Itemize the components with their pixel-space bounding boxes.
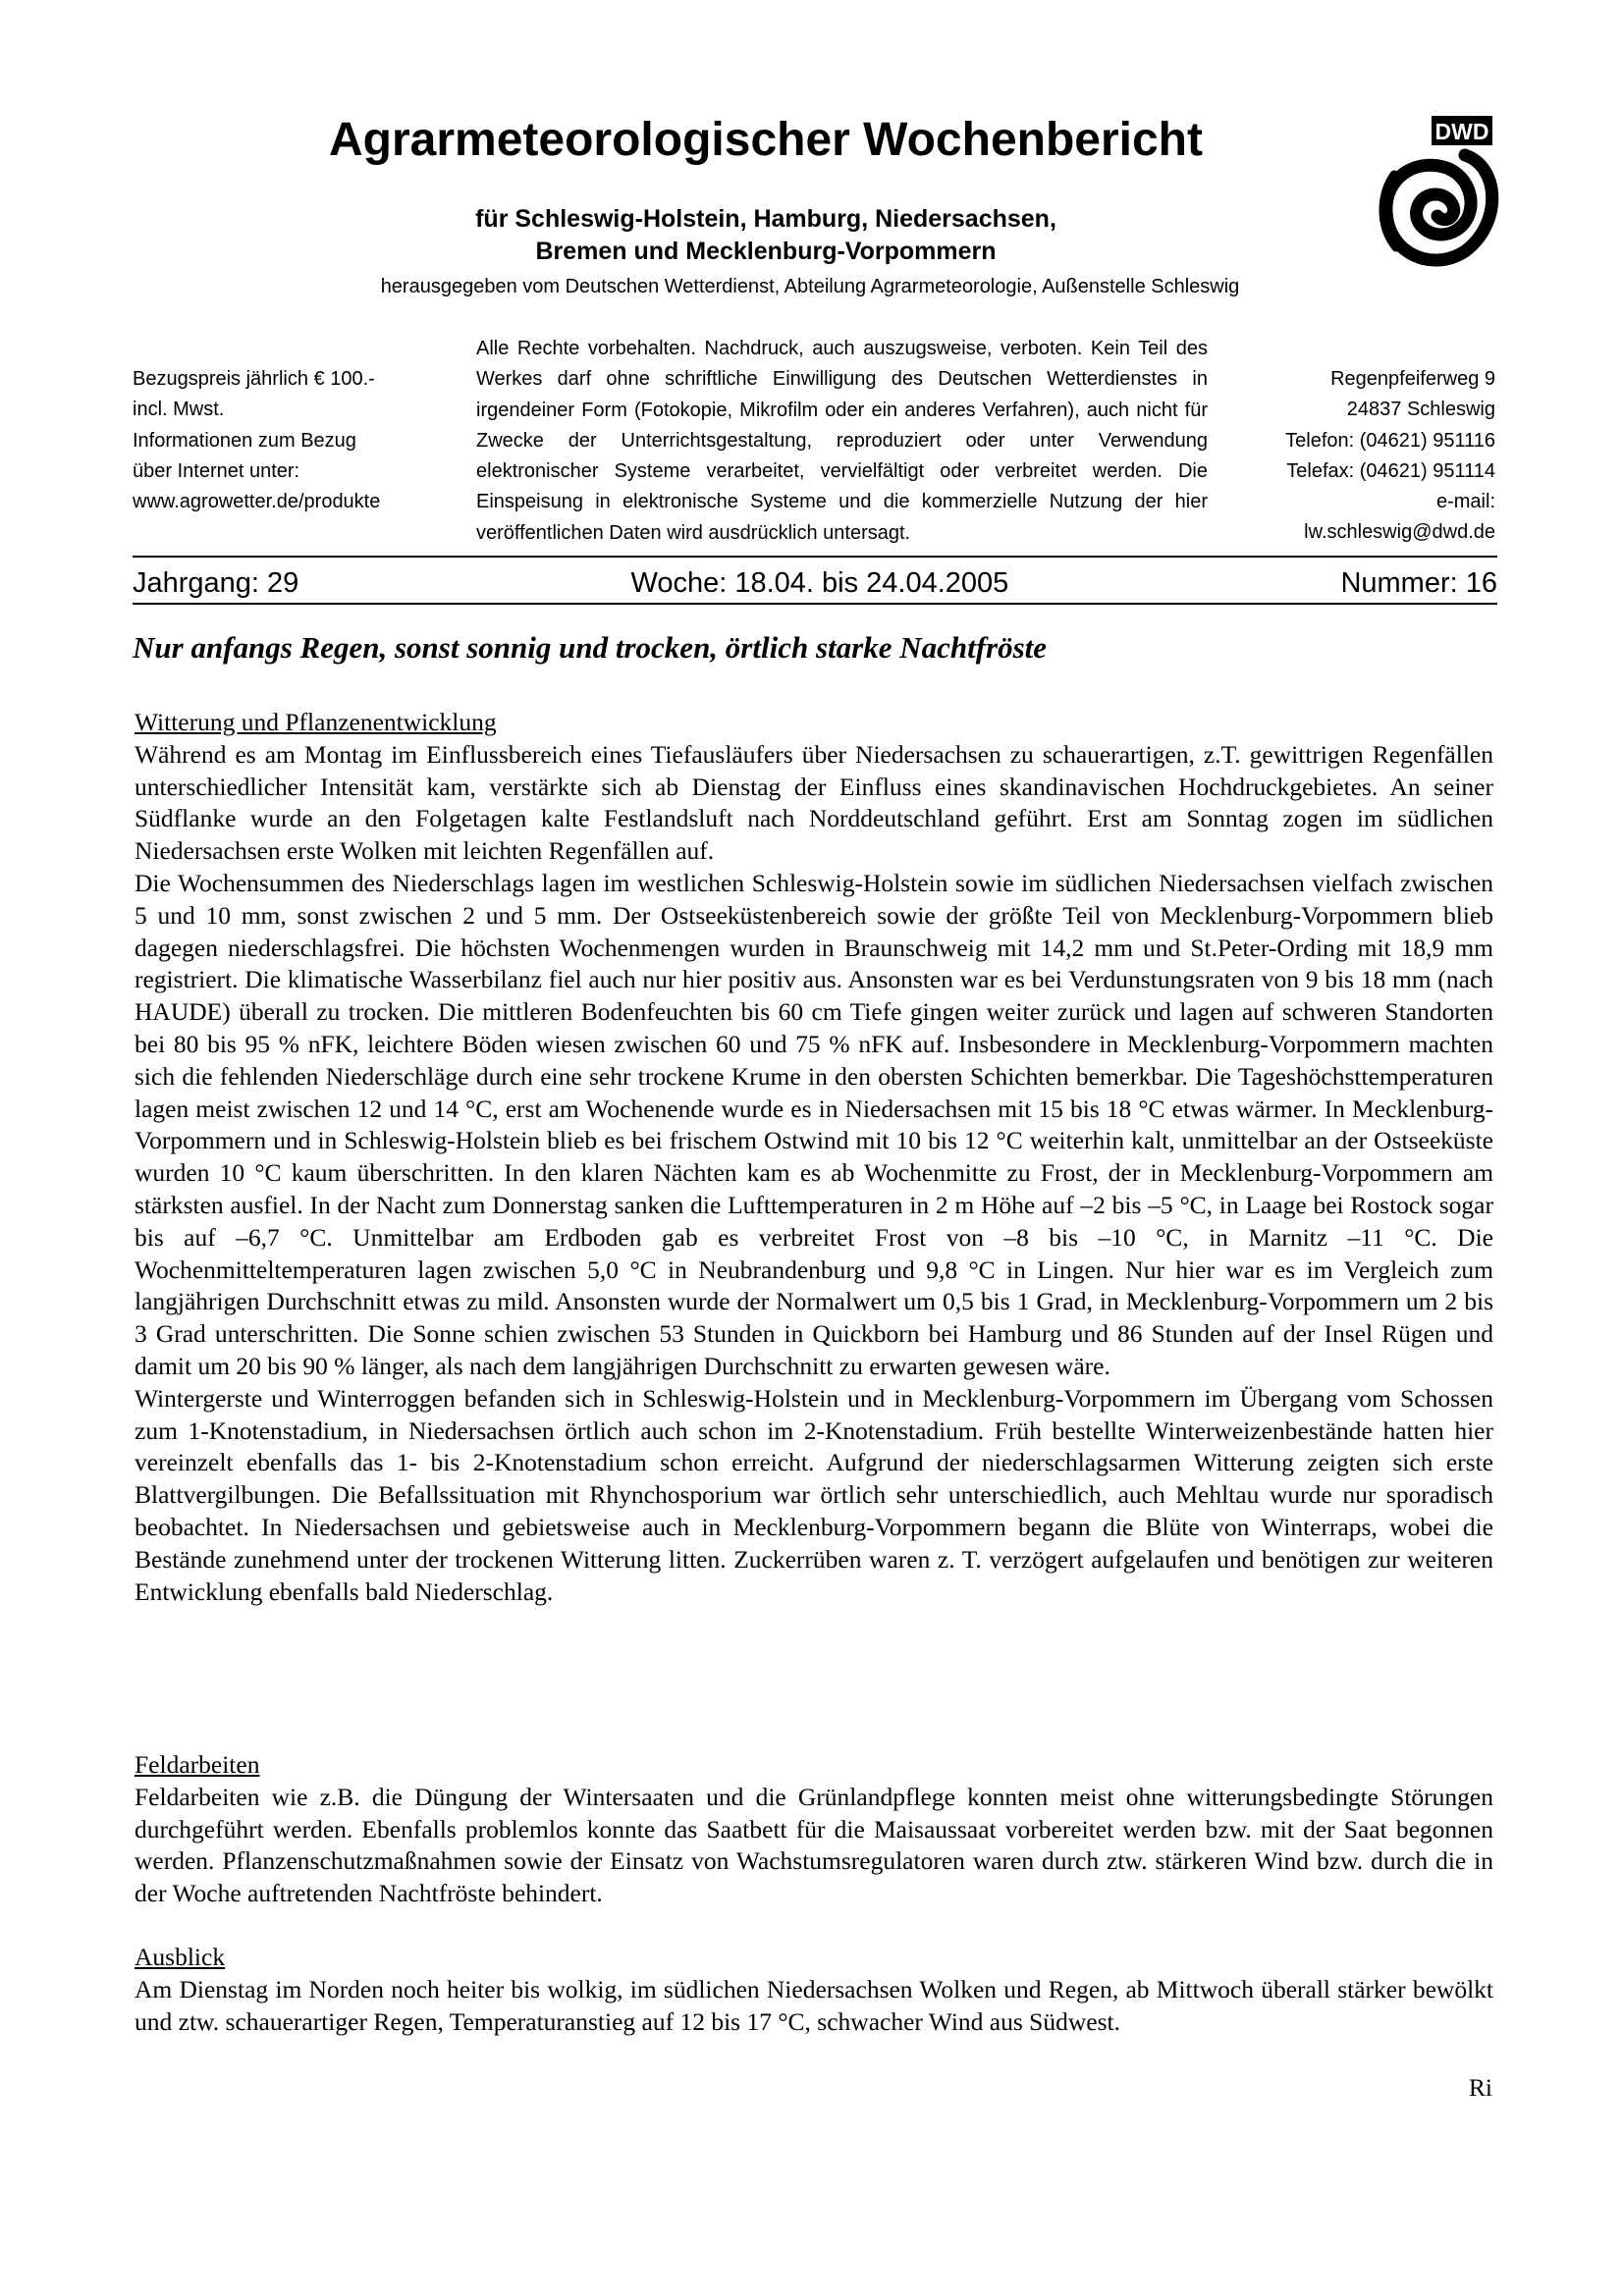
dwd-logo xyxy=(1375,116,1502,273)
divider-bottom xyxy=(133,603,1497,605)
subtitle-line-1: für Schleswig-Holstein, Hamburg, Niedersachsen, xyxy=(475,205,1056,233)
contact-email: lw.schleswig@dwd.de xyxy=(1304,521,1495,544)
section-outlook xyxy=(135,1942,1493,2038)
issue-week: Woche: 18.04. bis 24.04.2005 xyxy=(630,566,1009,599)
divider-top xyxy=(133,556,1497,558)
subscription-price: Bezugspreis jährlich € 100.- xyxy=(133,368,375,390)
contact-city: 24837 Schleswig xyxy=(1346,399,1495,421)
author-initials: Ri xyxy=(1468,2073,1492,2102)
contact-info xyxy=(1208,334,1495,549)
section-fieldwork-heading: Feldarbeiten xyxy=(135,1750,260,1779)
report-title: Agrarmeteorologischer Wochenbericht xyxy=(329,114,1203,166)
subtitle-line-2: Bremen und Mecklenburg-Vorpommern xyxy=(535,238,997,265)
section-fieldwork xyxy=(135,1749,1493,1910)
section-weather xyxy=(135,707,1493,1608)
dwd-logo-spiral xyxy=(1386,155,1492,260)
outlook-paragraph: Am Dienstag im Norden noch heiter bis wolkig, im südlichen Niedersachsen Wolken und Regen, ab Mittwoch überall stärker bewölkt und ztw. schauerartiger Regen, Temperaturanstieg auf 12 bis 17 °C, schwacher Wind aus Südwest. xyxy=(135,1974,1493,2036)
report-subtitle xyxy=(265,203,1267,268)
report-headline: Nur anfangs Regen, sonst sonnig und trocken, örtlich starke Nachtfröste xyxy=(133,630,1048,665)
section-outlook-heading: Ausblick xyxy=(135,1943,226,1971)
subscription-vat: incl. Mwst. xyxy=(133,399,225,421)
dwd-logo-text: DWD xyxy=(1434,119,1489,144)
subscription-info-label: Informationen zum Bezug xyxy=(133,429,356,452)
weather-paragraph-3: Wintergerste und Winterroggen befanden sich in Schleswig-Holstein und in Mecklenburg-Vorpommern im Übergang vom Schossen zum 1-Knotenstadium, in Niedersachsen örtlich auch schon im 2-Knotenstadium. Früh bestellte Winterweizenbestände hatten hier vereinzelt ebenfalls das 1- bis 2-Knotenstadium schon erreicht. Aufgrund der niederschlagsarmen Witterung zeigten sich erste Blattvergilbungen. Die Befallssituation mit Rhynchosporium war örtlich sehr unterschiedlich, auch Mehltau wurde nur sporadisch beobachtet. In Niedersachsen und gebietsweise auch in Mecklenburg-Vorpommern begann die Blüte von Winterraps, wobei die Bestände zunehmend unter der trockenen Witterung litten. Zuckerrüben waren z. T. verzögert aufgelaufen und benötigen zur weiteren Entwicklung ebenfalls bald Niederschlag. xyxy=(135,1383,1493,1606)
contact-street: Regenpfeiferweg 9 xyxy=(1330,368,1495,390)
copyright-notice: Alle Rechte vorbehalten. Nachdruck, auch auszugsweise, verboten. Kein Teil des Werkes darf ohne schriftliche Einwilligung des Deutschen Wetterdienstes in irgendeiner Form (Fotokopie, Mikrofilm oder ein anderes Verfahren), auch nicht für Zwecke der Unterrichtsgestaltung, reproduziert oder unter Verwendung elektronischer Systeme verarbeitet, vervielfältigt oder verbreitet werden. Die Einspeisung in elektronische Systeme und die kommerzielle Nutzung der hier veröffentlichen Daten wird ausdrücklich untersagt. xyxy=(476,338,1208,544)
fieldwork-paragraph: Feldarbeiten wie z.B. die Düngung der Wintersaaten und die Grünlandpflege konnten meist ohne witterungsbedingte Störungen durchgeführt werden. Ebenfalls problemlos konnte das Saatbett für die Maisaussaat vorbereitet werden bzw. mit der Saat begonnen werden. Pflanzenschutzmaßnahmen sowie der Einsatz von Wachstumsregulatoren waren durch ztw. stärkeren Wind bzw. durch die in der Woche auftretenden Nachtfröste behindert. xyxy=(135,1782,1493,1908)
subscription-info xyxy=(133,334,457,517)
weather-paragraph-1: Während es am Montag im Einflussbereich eines Tiefausläufers über Niedersachsen zu schauerartigen, z.T. gewittrigen Regenfällen unterschiedlicher Intensität kam, verstärkte sich ab Dienstag der Einfluss eines skandinavischen Hochdruckgebietes. An seiner Südflanke wurde an den Folgetagen kalte Festlandsluft nach Norddeutschland geführt. Erst am Sonntag zogen im südlichen Niedersachsen erste Wolken mit leichten Regenfällen auf. xyxy=(135,739,1493,866)
subscription-url: www.agrowetter.de/produkte xyxy=(133,491,381,513)
section-weather-heading: Witterung und Pflanzenentwicklung xyxy=(135,708,497,736)
subscription-internet-label: über Internet unter: xyxy=(133,459,300,482)
issue-number: Nummer: 16 xyxy=(1340,566,1497,599)
contact-email-label: e-mail: xyxy=(1435,491,1495,513)
weather-paragraph-2: Die Wochensummen des Niederschlags lagen im westlichen Schleswig-Holstein sowie im südlichen Niedersachsen vielfach zwischen 5 und 10 mm, sonst zwischen 2 und 5 mm. Der Ostseeküstenbereich sowie der größte Teil von Mecklenburg-Vorpommern blieb dagegen niederschlagsfrei. Die höchsten Wochenmengen wurden in Braunschweig mit 14,2 mm und St.Peter-Ording mit 18,9 mm registriert. Die klimatische Wasserbilanz fiel auch nur hier positiv aus. Ansonsten war es bei Verdunstungsraten von 9 bis 18 mm (nach HAUDE) überall zu trocken. Die mittleren Bodenfeuchten bis 60 cm Tiefe gingen weiter zurück und lagen auf schweren Standorten bei 80 bis 95 % nFK, leichtere Böden wiesen zwischen 60 und 75 % nFK auf. Insbesondere in Mecklenburg-Vorpommern machten sich die fehlenden Niederschläge durch eine sehr trockene Krume in den obersten Schichten bemerkbar. Die Tageshöchsttemperaturen lagen meist zwischen 12 und 14 °C, erst am Wochenende wurde es in Niedersachsen mit 15 bis 18 °C etwas wärmer. In Mecklenburg-Vorpommern und in Schleswig-Holstein blieb es bei frischem Ostwind mit 10 bis 12 °C weiterhin kalt, unmittelbar an der Ostseeküste wurden 10 °C kaum überschritten. In den klaren Nächten kam es ab Wochenmitte zu Frost, der in Mecklenburg-Vorpommern am stärksten ausfiel. In der Nacht zum Donnerstag sanken die Lufttemperaturen in 2 m Höhe auf –2 bis –5 °C, in Laage bei Rostock sogar bis auf –6,7 °C. Unmittelbar am Erdboden gab es verbreitet Frost von –8 bis –10 °C, in Marnitz –11 °C. Die Wochenmitteltemperaturen lagen zwischen 5,0 °C in Neubrandenburg und 9,8 °C in Lingen. Nur hier war es im Vergleich zum langjährigen Durchschnitt etwas zu mild. Ansonsten wurde der Normalwert um 0,5 bis 1 Grad, in Mecklenburg-Vorpommern um 2 bis 3 Grad unterschritten. Die Sonne schien zwischen 53 Stunden in Quickborn bei Hamburg und 86 Stunden auf der Insel Rügen und damit um 20 bis 90 % länger, als nach dem langjährigen Durchschnitt zu erwarten gewesen wäre. xyxy=(135,868,1493,1380)
issue-bar xyxy=(133,565,1497,601)
contact-fax: Telefax: (04621) 951114 xyxy=(1286,459,1495,482)
contact-phone: Telefon: (04621) 951116 xyxy=(1285,429,1495,452)
issue-volume: Jahrgang: 29 xyxy=(133,566,299,599)
publisher-line: herausgegeben vom Deutschen Wetterdienst, Abteilung Agrarmeteorologie, Außenstelle Schleswig xyxy=(380,276,1240,297)
